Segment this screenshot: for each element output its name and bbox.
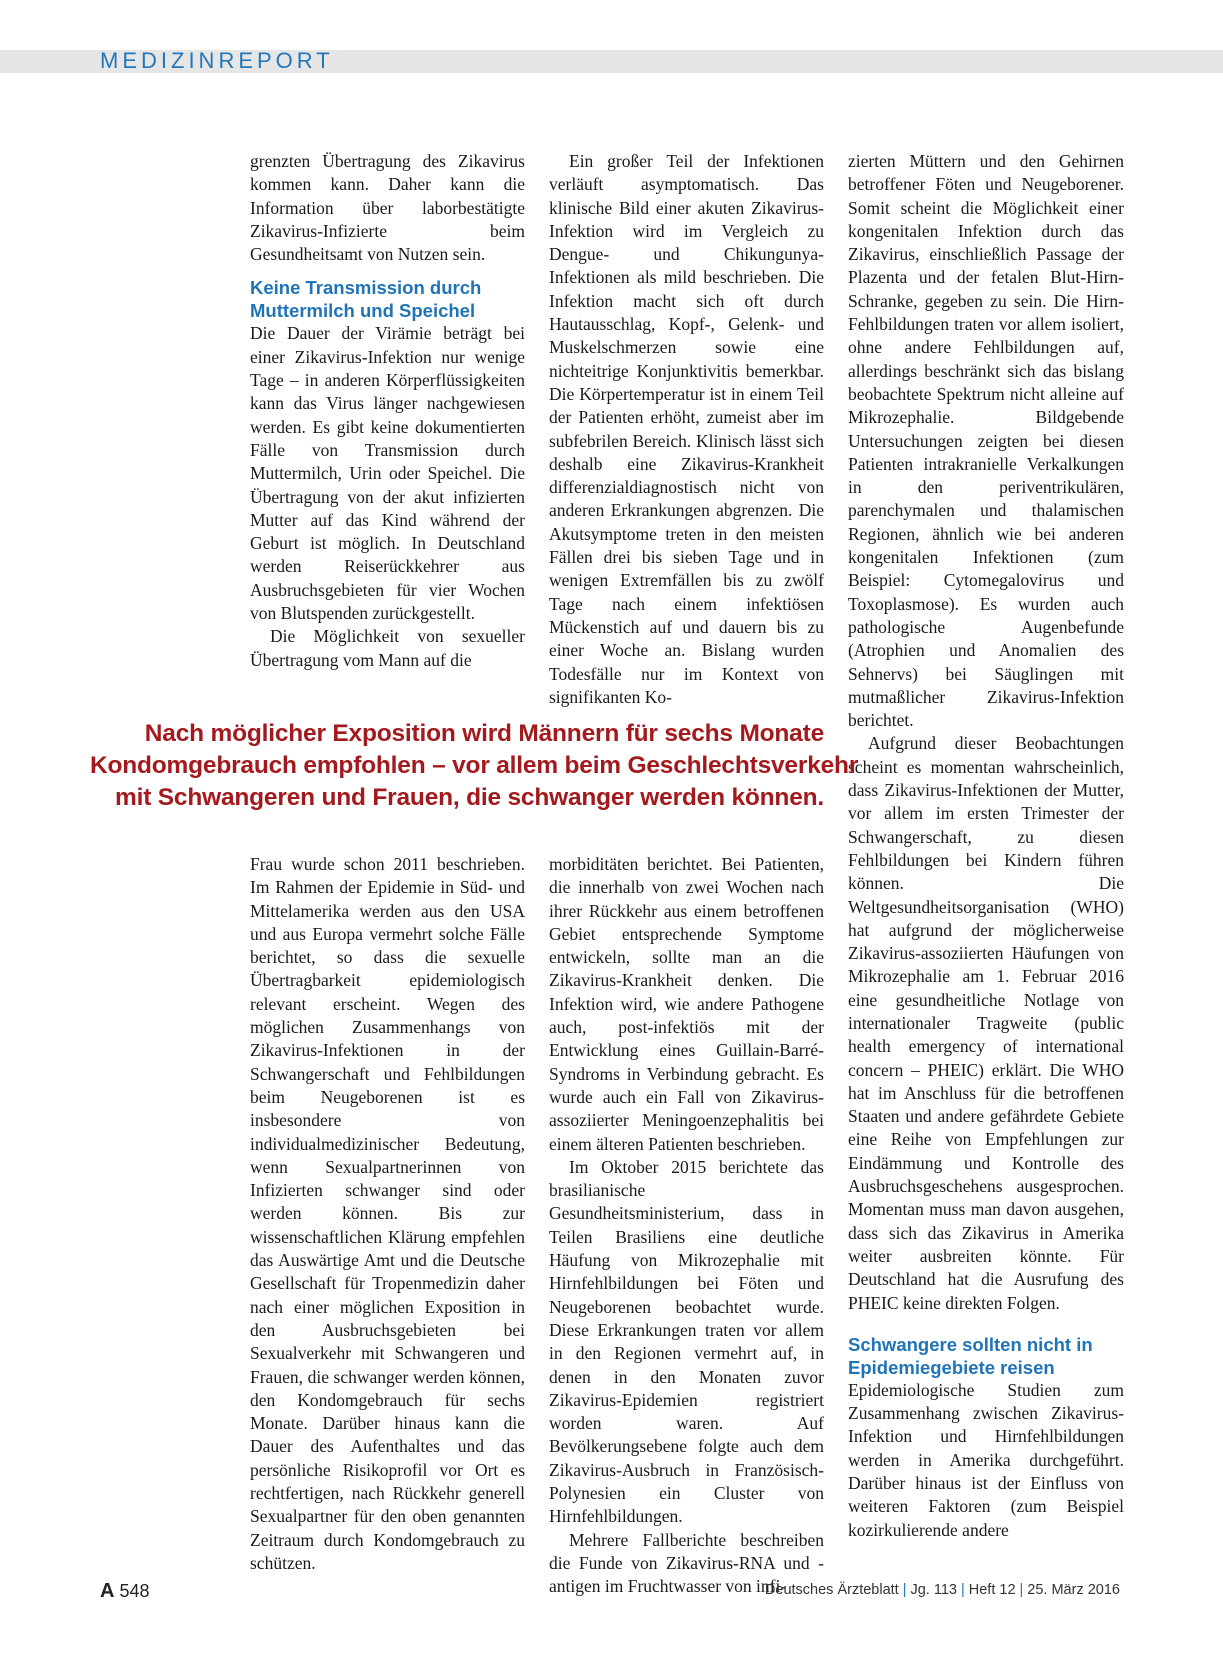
journal-issue: Heft 12 bbox=[968, 1582, 1016, 1598]
paragraph: Aufgrund dieser Beobachtungen scheint es momentan wahrscheinlich, dass Zikavirus-Infektionen der Mutter, vor allem im ersten Trimester der Schwangerschaft, zu diesen Fehlbildungen bei Kindern führen können. Die Weltgesundheitsorganisation (WHO) hat aufgrund der möglicherweise Zikavirus-assoziierten Häufungen von Mikrozephalie am 1. Februar 2016 eine gesundheitliche Notlage von internationaler Tragweite (public health emergency of international concern – PHEIC) erklärt. Die WHO hat im Anschluss für die betroffenen Staaten und andere gefährdete Gebiete eine Reihe von Empfehlungen zur Eindämmung und Kontrolle des Ausbruchsgeschehens ausgesprochen. Momentan muss man davon ausgehen, dass sich das Zikavirus in Amerika weiter ausbreiten könnte. Für Deutschland hat die Ausrufung des PHEIC keine direkten Folgen. bbox=[848, 733, 1124, 1313]
subheading: Schwangere sollten nicht in Epidemiegebiete reisen bbox=[848, 1333, 1093, 1378]
paragraph: Mehrere Fallberichte beschreiben die Funde von Zikavirus-RNA und -antigen im Fruchtwasser von infi- bbox=[549, 1529, 824, 1597]
article-column-5 bbox=[549, 853, 824, 1599]
journal-date: 25. März 2016 bbox=[1027, 1582, 1120, 1598]
paragraph: zierten Müttern und den Gehirnen betroffener Föten und Neugeborener. Somit scheint die Möglichkeit einer kongenitalen Infektion durch das Zikavirus, einschließlich Passage der Plazenta und der fetalen Blut-Hirn-Schranke, gegeben zu sein. Die Hirn-Fehlbildungen traten vor allem isoliert, ohne andere Fehlbildungen auf, allerdings beschränkt sich das bislang beobachtete Spektrum nicht alleine auf Mikrozephalie. Bildgebende Untersuchungen zeigten bei diesen Patienten intrakranielle Verkalkungen in den periventrikulären, parenchymalen und thalamischen Regionen, ähnlich wie bei anderen kongenitalen Infektionen (zum Beispiel: Cytomegalovirus und Toxoplasmose). Es wurden auch pathologische Augenbefunde (Atrophien und Anomalien des Sehnervs) bei Säuglingen mit mutmaßlicher Zikavirus-Infektion berichtet. bbox=[848, 151, 1124, 731]
journal-name: Deutsches Ärzteblatt bbox=[764, 1582, 899, 1598]
pull-quote-line: Kondomgebrauch empfohlen – vor allem beim Geschlechtsverkehr bbox=[90, 752, 859, 779]
journal-citation bbox=[765, 1582, 1120, 1598]
separator: | bbox=[960, 1582, 965, 1598]
page-number bbox=[100, 1580, 150, 1603]
article-column-1 bbox=[250, 150, 525, 672]
paragraph: Im Oktober 2015 berichtete das brasilianische Gesundheitsministerium, dass in Teilen Brasiliens eine deutliche Häufung von Mikrozephalie mit Hirnfehlbildungen bei Föten und Neugeborenen beobachtet wurde. Diese Erkrankungen traten vor allem in den Regionen vermehrt auf, in denen in den Monaten zuvor Zikavirus-Epidemien registriert worden waren. Auf Bevölkerungsebene folgte auch dem Zikavirus-Ausbruch in Französisch-Polynesien ein Cluster von Hirnfehlbildungen. bbox=[549, 1156, 824, 1527]
paragraph: Epidemiologische Studien zum Zusammenhang zwischen Zikavirus-Infektion und Hirnfehlbildungen werden in Amerika durchgeführt. Darüber hinaus ist der Einfluss von weiteren Faktoren (zum Beispiel kozirkulierende andere bbox=[848, 1379, 1124, 1540]
paragraph: grenzten Übertragung des Zikavirus kommen kann. Daher kann die Information über laborbestätigte Zikavirus-Infizierte beim Gesundheitsamt von Nutzen sein. bbox=[250, 151, 525, 265]
paragraph: Ein großer Teil der Infektionen verläuft asymptomatisch. Das klinische Bild einer akuten Zikavirus-Infektion wird im Vergleich zu Dengue- und Chikungunya-Infektionen als mild beschrieben. Die Infektion macht sich oft durch Hautausschlag, Kopf-, Gelenk- und Muskelschmerzen sowie eine nichteitrige Konjunktivitis bemerkbar. Die Körpertemperatur ist in einem Teil der Patienten erhöht, zumeist aber im subfebrilen Bereich. Klinisch lässt sich deshalb eine Zikavirus-Krankheit differenzialdiagnostisch nicht von anderen Erkrankungen abgrenzen. Die Akutsymptome treten in den meisten Fällen drei bis sieben Tage und in wenigen Extremfällen bis zu zwölf Tage nach einem infektiösen Mückenstich auf und dauern bis zu einer Woche an. Bislang wurden Todesfälle nur im Kontext von signifikanten Ko- bbox=[549, 151, 824, 707]
paragraph: Frau wurde schon 2011 beschrieben. Im Rahmen der Epidemie in Süd- und Mittelamerika werden aus den USA und aus Europa vermehrt solche Fälle berichtet, so dass die sexuelle Übertragbarkeit epidemiologisch relevant erscheint. Wegen des möglichen Zusammenhangs von Zikavirus-Infektionen in der Schwangerschaft und Fehlbildungen beim Neugeborenen ist es insbesondere von individualmedizinischer Bedeutung, wenn Sexualpartnerinnen von Infizierten schwanger sind oder werden können. Bis zur wissenschaftlichen Klärung empfehlen das Auswärtige Amt und die Deutsche Gesellschaft für Tropenmedizin daher nach einer möglichen Exposition in den Ausbruchsgebieten bei Sexualverkehr mit Schwangeren und Frauen, die schwanger werden können, den Kondomgebrauch für sechs Monate. Darüber hinaus kann die Dauer des Aufenthaltes und das persönliche Risikoprofil vor Ort es rechtfertigen, nach Rückkehr generell Sexualpartner für den oben genannten Zeitraum durch Kondomgebrauch zu schützen. bbox=[250, 854, 525, 1573]
article-column-3 bbox=[848, 150, 1124, 1542]
pull-quote-line: Nach möglicher Exposition wird Männern für sechs Monate bbox=[144, 720, 824, 747]
paragraph: morbiditäten berichtet. Bei Patienten, die innerhalb von zwei Wochen nach ihrer Rückkehr aus einem betroffenen Gebiet entsprechende Symptome entwickeln, sollte man an die Zikavirus-Krankheit denken. Die Infektion wird, wie andere Pathogene auch, post-infektiös mit der Entwicklung eines Guillain-Barré-Syndroms in Verbindung gebracht. Es wurde auch ein Fall von Zikavirus-assoziierter Meningoenzephalitis bei einem älteren Patienten beschrieben. bbox=[549, 854, 824, 1154]
subheading: Keine Transmission durch Muttermilch und Speichel bbox=[250, 277, 482, 322]
page-footer bbox=[0, 1580, 1223, 1606]
paragraph: Die Möglichkeit von sexueller Übertragung vom Mann auf die bbox=[250, 626, 525, 670]
separator: | bbox=[902, 1582, 907, 1598]
journal-volume: Jg. 113 bbox=[910, 1582, 957, 1598]
article-column-2 bbox=[549, 150, 824, 709]
separator: | bbox=[1019, 1582, 1024, 1598]
paragraph: Die Dauer der Virämie beträgt bei einer Zikavirus-Infektion nur wenige Tage – in anderen Körperflüssigkeiten kann das Virus länger nachgewiesen werden. Es gibt keine dokumentierten Fälle von Transmission durch Muttermilch, Urin oder Speichel. Die Übertragung von der akut infizierten Mutter auf das Kind während der Geburt ist möglich. In Deutschland werden Reiserückkehrer aus Ausbruchsgebieten für vier Wochen von Blutspenden zurückgestellt. bbox=[250, 323, 525, 624]
pull-quote-line: mit Schwangeren und Frauen, die schwanger werden können. bbox=[115, 784, 824, 811]
section-title: MEDIZINREPORT bbox=[100, 48, 334, 73]
page-number-value: 548 bbox=[119, 1581, 150, 1601]
article-column-4 bbox=[250, 853, 525, 1575]
page-prefix: A bbox=[100, 1580, 115, 1602]
pull-quote bbox=[90, 718, 859, 814]
